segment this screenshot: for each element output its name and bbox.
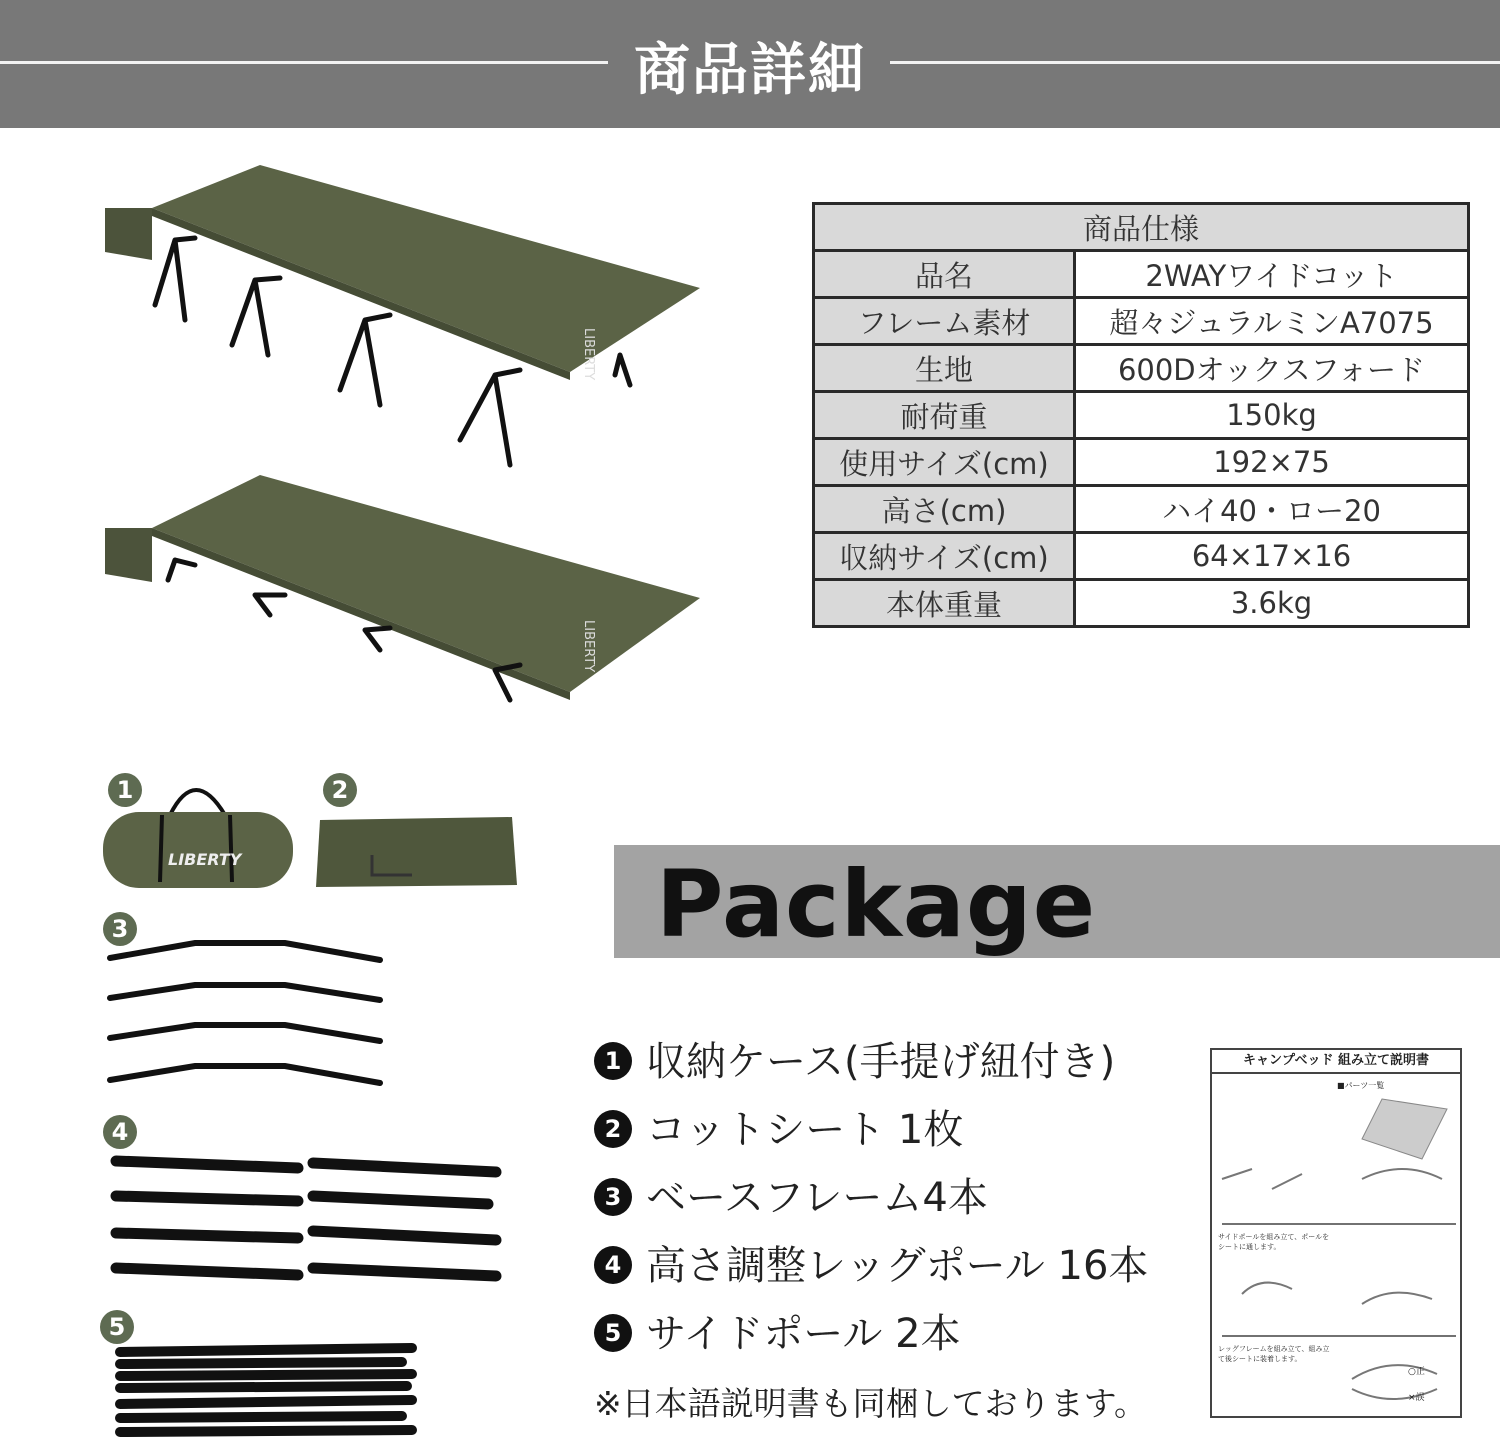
list-item [594, 1234, 1148, 1302]
spec-row [814, 439, 1469, 486]
spec-row [814, 298, 1469, 345]
manual-step-2: レッグフレームを組み立て、組み立て後シートに装着します。 [1218, 1345, 1330, 1363]
side-poles-image [112, 1340, 422, 1440]
list-item [594, 1302, 1148, 1370]
list-item [594, 1166, 1148, 1234]
spec-label: 本体重量 [814, 580, 1075, 627]
cot-high-image [100, 160, 710, 480]
spec-row [814, 580, 1469, 627]
spec-value: 3.6kg [1075, 580, 1469, 627]
storage-bag-image [100, 770, 300, 895]
part-number-4: 4 [103, 1115, 137, 1149]
spec-label: 耐荷重 [814, 392, 1075, 439]
spec-value: 192×75 [1075, 439, 1469, 486]
spec-label: 品名 [814, 251, 1075, 298]
base-frames-image [100, 928, 395, 1108]
spec-heading: 商品仕様 [814, 204, 1469, 251]
spec-value: 150kg [1075, 392, 1469, 439]
spec-value: ハイ40・ロー20 [1075, 486, 1469, 533]
bag-brand-label: LIBERTY [168, 850, 242, 869]
spec-row [814, 486, 1469, 533]
spec-row [814, 345, 1469, 392]
spec-value: 64×17×16 [1075, 533, 1469, 580]
part-number-2: 2 [323, 773, 357, 807]
spec-label: フレーム素材 [814, 298, 1075, 345]
part-number-1: 1 [108, 773, 142, 807]
spec-value: 600Dオックスフォード [1075, 345, 1469, 392]
cot-sheet-image [312, 815, 522, 895]
item-text: コットシート 1枚 [646, 1107, 964, 1153]
spec-label: 収納サイズ(cm) [814, 533, 1075, 580]
spec-label: 生地 [814, 345, 1075, 392]
spec-value: 超々ジュラルミンA7075 [1075, 298, 1469, 345]
list-item [594, 1030, 1148, 1098]
list-item [594, 1098, 1148, 1166]
item-text: ベースフレーム4本 [646, 1175, 988, 1221]
spec-header-row [814, 204, 1469, 251]
package-banner [614, 845, 1500, 958]
cot-low-brand-label: LIBERTY [581, 620, 596, 673]
item-text: 収納ケース(手提げ紐付き) [646, 1039, 1116, 1085]
page-title: 商品詳細 [634, 38, 866, 103]
manual-note: ※日本語説明書も同梱しております。 [594, 1384, 1148, 1423]
spec-label: 使用サイズ(cm) [814, 439, 1075, 486]
manual-thumbnail [1210, 1048, 1462, 1418]
item-number-badge: 4 [594, 1246, 632, 1284]
spec-label: 高さ(cm) [814, 486, 1075, 533]
cot-brand-label: LIBERTY [581, 328, 596, 381]
spec-row [814, 533, 1469, 580]
item-text: 高さ調整レッグポール 16本 [646, 1243, 1149, 1289]
leg-poles-image [108, 1148, 503, 1288]
spec-row [814, 392, 1469, 439]
manual-parts-label: ■パーツ一覧 [1337, 1081, 1385, 1090]
cot-low-image [100, 470, 710, 720]
item-number-badge: 2 [594, 1110, 632, 1148]
manual-ok-label: ○正 [1408, 1367, 1425, 1377]
item-number-badge: 5 [594, 1314, 632, 1352]
item-number-badge: 3 [594, 1178, 632, 1216]
manual-step-1: サイドポールを組み立て、ポールをシートに通します。 [1218, 1233, 1330, 1251]
package-title: Package [656, 851, 1097, 958]
section-header [0, 0, 1500, 128]
manual-title: キャンプベッド 組み立て説明書 [1212, 1050, 1460, 1074]
spec-value: 2WAYワイドコット [1075, 251, 1469, 298]
manual-ng-label: ×誤 [1408, 1393, 1425, 1403]
item-number-badge: 1 [594, 1042, 632, 1080]
item-text: サイドポール 2本 [646, 1311, 961, 1357]
part-number-3: 3 [103, 912, 137, 946]
package-list [594, 1030, 1148, 1370]
part-number-5: 5 [100, 1310, 134, 1344]
spec-table [812, 202, 1470, 628]
spec-row [814, 251, 1469, 298]
